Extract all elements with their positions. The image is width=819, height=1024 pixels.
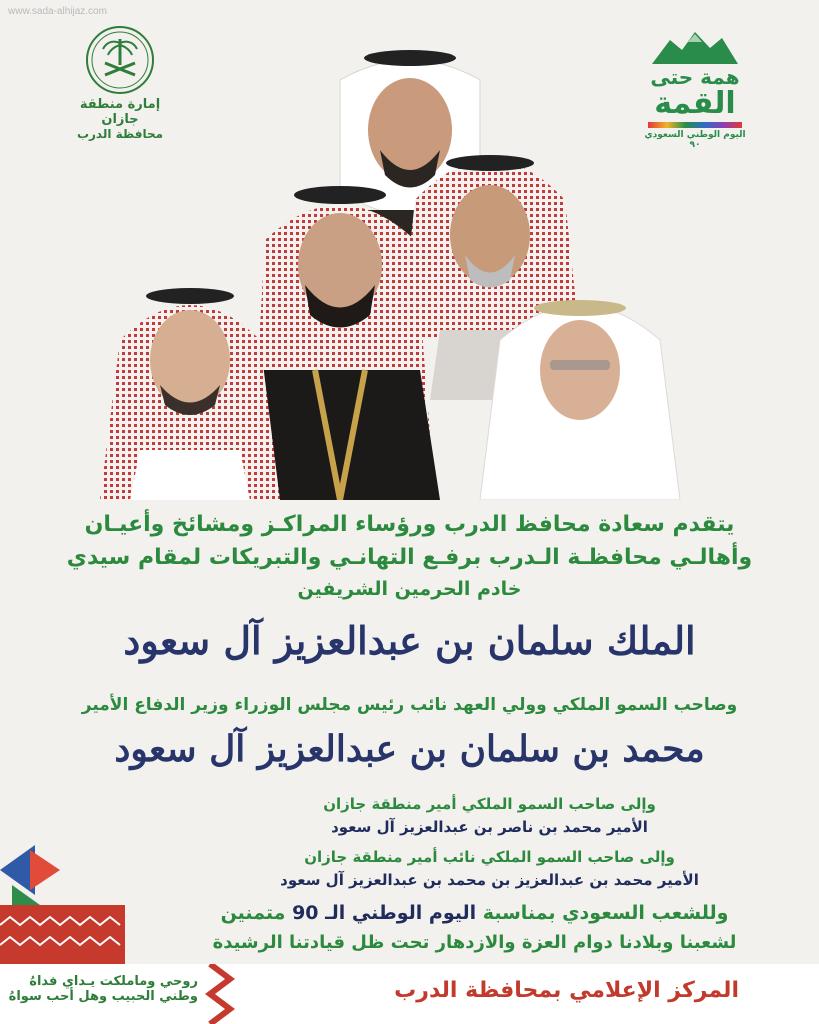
logo-line3: اليوم الوطني السعودي ٩٠	[644, 130, 746, 150]
crown-prince-name-calligraphy: محمد بن سلمان بن عبدالعزيز آل سعود	[114, 728, 705, 770]
deputy-amir-name: الأمير محمد بن عبدالعزيز بن محمد بن عبدالعزيز آل سعود	[280, 871, 699, 889]
king-name-calligraphy: الملك سلمان بن عبدالعزيز آل سعود	[123, 618, 696, 663]
leaders-portrait-group	[80, 40, 700, 500]
poem-line2: وطني الحبيب وهل أحب سواهُ	[8, 989, 198, 1004]
greeting-line2: وأهالـي محافظـة الـدرب برفـع التهانـي والتبريكات لمقام سيدي	[66, 545, 753, 570]
amir-title: وإلى صاحب السمو الملكي أمير منطقة جازان	[323, 795, 656, 813]
amir-name: الأمير محمد بن ناصر بن عبدالعزيز آل سعود	[331, 818, 648, 836]
people-greeting	[130, 902, 819, 924]
portrait-left	[100, 288, 280, 500]
crown-prince-title: وصاحب السمو الملكي وولي العهد نائب رئيس مجلس الوزراء وزير الدفاع الأمير	[81, 695, 738, 715]
poem-line1: روحي وماملكت يـداي فداهُ	[29, 974, 198, 989]
emblem-line2: محافظة الدرب	[76, 127, 164, 141]
deputy-amir-title: وإلى صاحب السمو الملكي نائب أمير منطقة جازان	[304, 848, 675, 866]
national-day-90: اليوم الوطني الـ 90	[292, 902, 477, 924]
sadu-pattern-decoration	[0, 845, 125, 965]
watermark: www.sada-alhijaz.com	[8, 6, 107, 17]
emblem-line1: إمارة منطقة جازان	[79, 97, 161, 127]
people-pre: وللشعب السعودي بمناسبة	[476, 902, 729, 924]
footer-bar	[0, 964, 819, 1024]
logo-line1: همة حتى	[650, 65, 740, 89]
media-center-label: المركز الإعلامي بمحافظة الدرب	[394, 978, 739, 1003]
greeting-line1: يتقدم سعادة محافظ الدرب ورؤساء المراكـز ومشائخ وأعيـان	[84, 512, 735, 537]
poem	[8, 974, 198, 1004]
people-post: متمنين	[220, 902, 293, 924]
wish-line: لشعبنا وبلادنا دوام العزة والازدهار تحت ظل قيادتنا الرشيدة	[212, 932, 737, 953]
chevron-pattern-icon	[205, 964, 245, 1024]
logo-line2: القمة	[654, 86, 736, 121]
greeting-line3: خادم الحرمين الشريفين	[297, 578, 522, 600]
